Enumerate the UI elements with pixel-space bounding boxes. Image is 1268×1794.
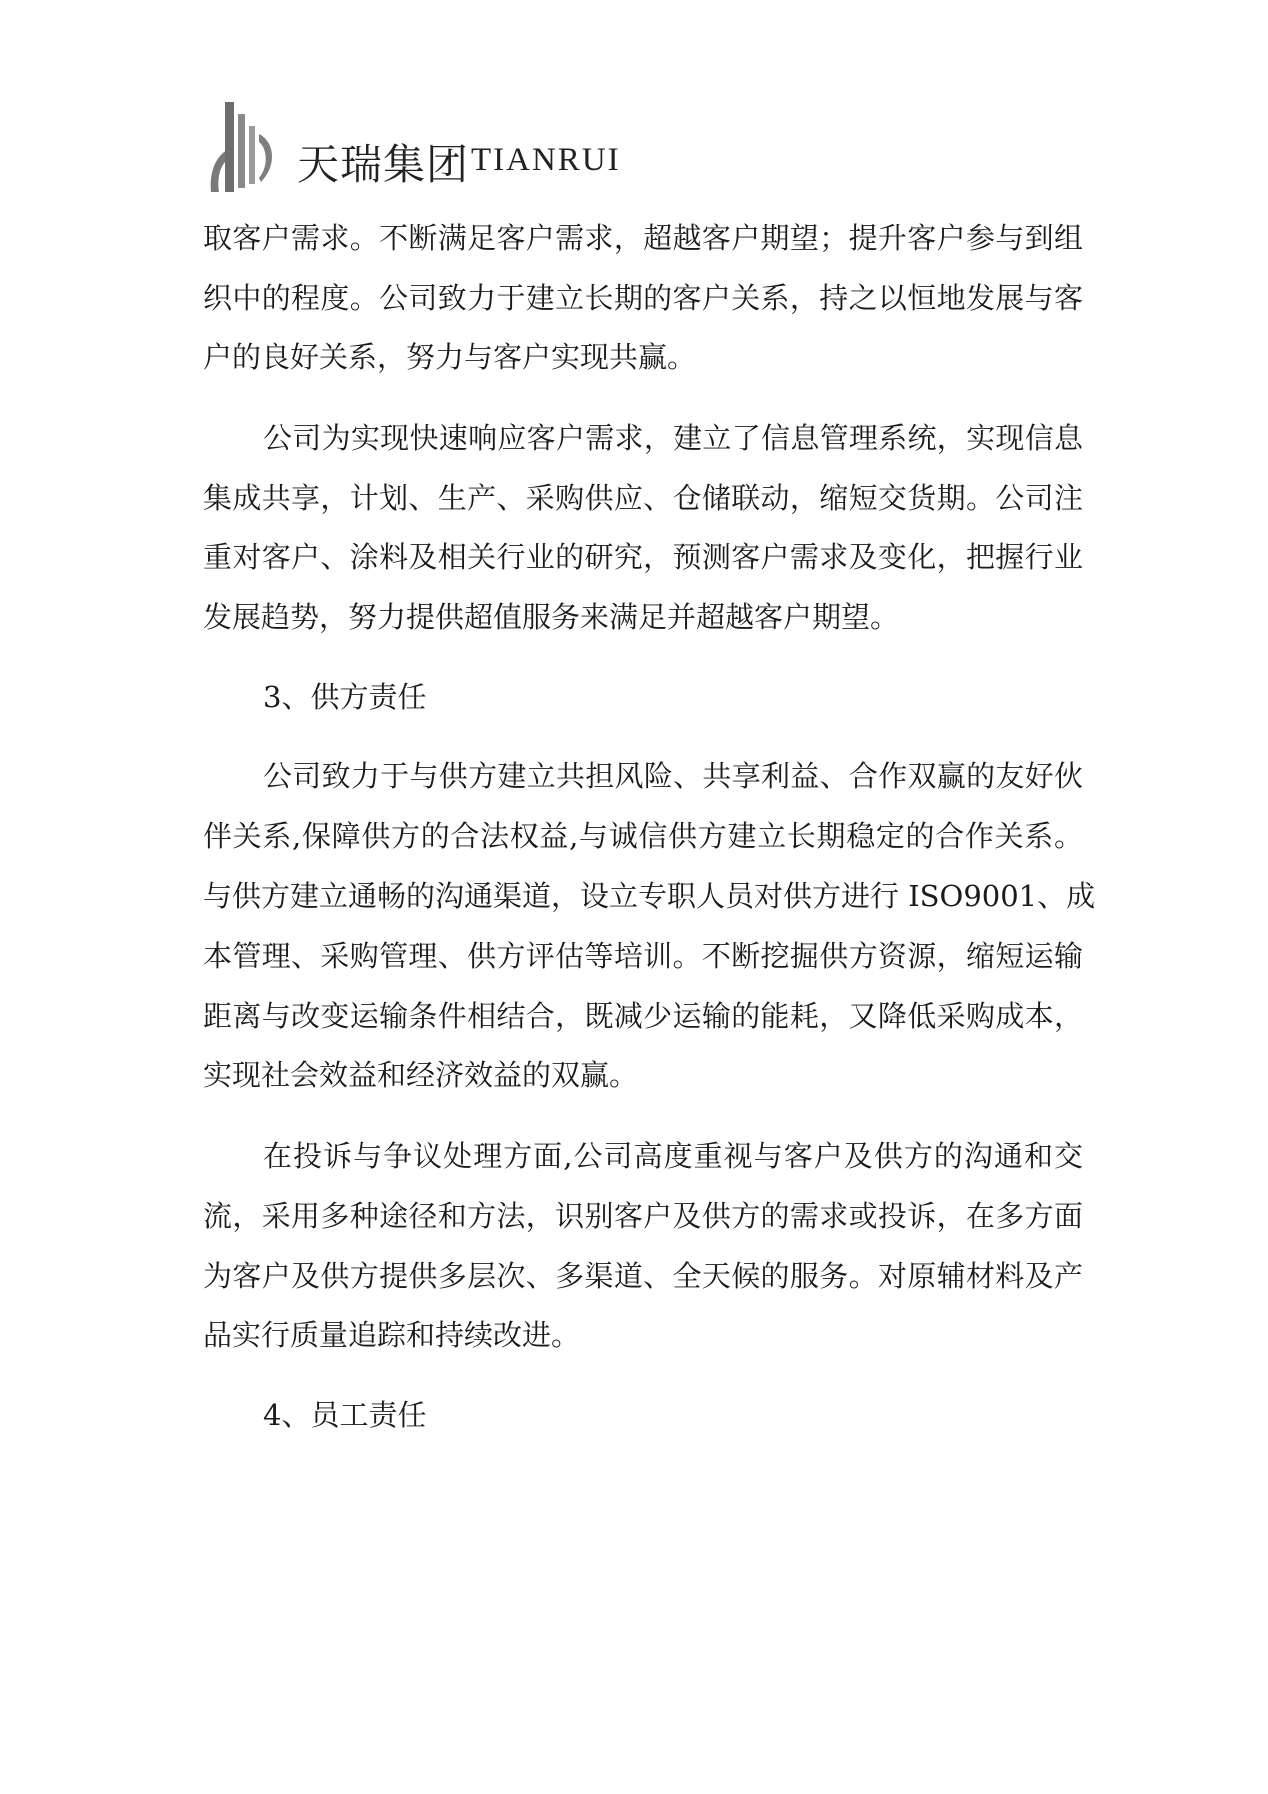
- brand-name-chinese: 天瑞集团: [297, 140, 470, 189]
- paragraph-2-line-1: 公司为实现快速响应客户需求，建立了信息管理系统，实现信息: [263, 421, 1083, 455]
- paragraph-2-line-2: 集成共享，计划、生产、采购供应、仓储联动，缩短交货期。公司注: [203, 481, 1083, 515]
- brand-name-english: TIANRUI: [471, 142, 621, 178]
- paragraph-1-line-3: 户的良好关系，努力与客户实现共赢。: [203, 340, 697, 374]
- paragraph-3-line-3: 与供方建立通畅的沟通渠道，设立专职人员对供方进行 ISO9001、成: [203, 879, 1096, 913]
- paragraph-3-line-5: 距离与改变运输条件相结合，既减少运输的能耗，又降低采购成本，: [203, 999, 1083, 1033]
- paragraph-2-line-3: 重对客户、涂料及相关行业的研究，预测客户需求及变化，把握行业: [203, 540, 1083, 574]
- paragraph-4-line-1: 在投诉与争议处理方面,公司高度重视与客户及供方的沟通和交: [263, 1139, 1083, 1173]
- paragraph-3-line-4: 本管理、采购管理、供方评估等培训。不断挖掘供方资源，缩短运输: [203, 939, 1083, 973]
- paragraph-1-line-2: 织中的程度。公司致力于建立长期的客户关系，持之以恒地发展与客: [203, 281, 1083, 315]
- paragraph-4-line-3: 为客户及供方提供多层次、多渠道、全天候的服务。对原辅材料及产: [203, 1259, 1083, 1293]
- section-heading-3: 3、供方责任: [263, 680, 427, 714]
- paragraph-4-line-4: 品实行质量追踪和持续改进。: [203, 1318, 581, 1352]
- company-header: [205, 100, 625, 200]
- paragraph-4-line-2: 流，采用多种途径和方法，识别客户及供方的需求或投诉，在多方面: [203, 1199, 1083, 1233]
- paragraph-3-line-2: 伴关系,保障供方的合法权益,与诚信供方建立长期稳定的合作关系。: [203, 819, 1083, 853]
- paragraph-3-line-6: 实现社会效益和经济效益的双赢。: [203, 1058, 639, 1092]
- paragraph-2-line-4: 发展趋势，努力提供超值服务来满足并超越客户期望。: [203, 600, 900, 634]
- paragraph-1-line-1: 取客户需求。不断满足客户需求，超越客户期望；提升客户参与到组: [203, 221, 1083, 255]
- paragraph-3-line-1: 公司致力于与供方建立共担风险、共享利益、合作双赢的友好伙: [263, 759, 1083, 793]
- tianrui-logo-icon: [205, 100, 285, 198]
- section-heading-4: 4、员工责任: [263, 1398, 427, 1432]
